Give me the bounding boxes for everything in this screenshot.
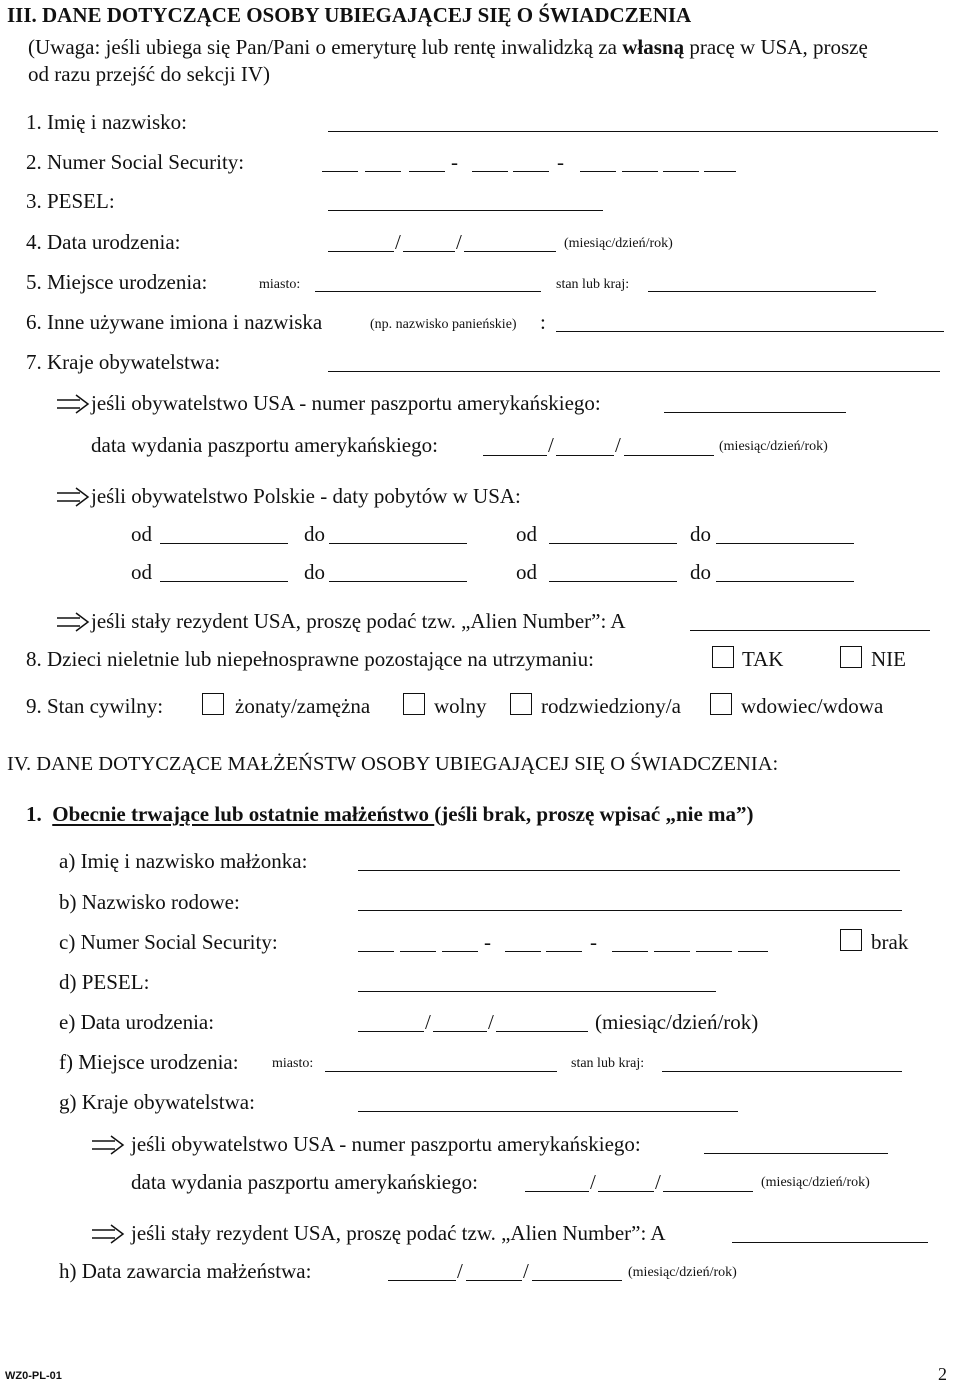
- spouse-citizenship-field[interactable]: [358, 1111, 738, 1112]
- double-arrow-icon: [56, 393, 90, 415]
- maiden-name-field[interactable]: [358, 910, 902, 911]
- widowed-label: wdowiec/wdowa: [741, 694, 884, 718]
- q9-label: 9. Stan cywilny:: [26, 694, 164, 718]
- q5-label: 5. Miejsce urodzenia:: [26, 270, 208, 294]
- double-arrow-icon: [91, 1223, 125, 1245]
- spouse-pesel-field[interactable]: [358, 991, 716, 992]
- state-label: stan lub kraj:: [571, 1056, 645, 1071]
- spouse-birth-state-field[interactable]: [662, 1071, 902, 1072]
- date-format-hint: (miesiąc/dzień/rok): [719, 439, 828, 454]
- section-3-note-line2: od razu przejść do sekcji IV): [28, 62, 270, 86]
- pesel-field[interactable]: [328, 210, 603, 211]
- q6-label: 6. Inne używane imiona i nazwiska: [26, 310, 323, 334]
- marriage-date-label: h) Data zawarcia małżeństwa:: [59, 1259, 312, 1283]
- usa-passport-label: jeśli obywatelstwo USA - numer paszportu amerykańskiego:: [91, 391, 601, 415]
- double-arrow-icon: [91, 1134, 125, 1156]
- married-label: żonaty/zamężna: [235, 694, 371, 718]
- q8-label: 8. Dzieci nieletnie lub niepełnosprawne pozostające na utrzymaniu:: [26, 647, 594, 671]
- double-arrow-icon: [56, 486, 90, 508]
- other-names-field[interactable]: [556, 331, 944, 332]
- spouse-birth-place-label: f) Miejsce urodzenia:: [59, 1050, 239, 1074]
- date-format-hint: (miesiąc/dzień/rok): [761, 1175, 870, 1190]
- name-field[interactable]: [328, 131, 938, 132]
- state-label: stan lub kraj:: [556, 277, 630, 292]
- single-checkbox[interactable]: [403, 693, 425, 715]
- spouse-name-field[interactable]: [358, 870, 900, 871]
- passport-date-label: data wydania paszportu amerykańskiego:: [91, 433, 438, 457]
- spouse-name-label: a) Imię i nazwisko małżonka:: [59, 849, 308, 873]
- section-3-note: (Uwaga: jeśli ubiega się Pan/Pani o emeryturę lub rentę inwalidzką za własną pracę w USA, proszę: [28, 35, 868, 59]
- no-ssn-checkbox[interactable]: [840, 929, 862, 951]
- spouse-usa-passport-label: jeśli obywatelstwo USA - numer paszportu amerykańskiego:: [131, 1132, 641, 1156]
- form-code: WZ0-PL-01: [5, 1370, 62, 1382]
- widowed-checkbox[interactable]: [710, 693, 732, 715]
- spouse-pesel-label: d) PESEL:: [59, 970, 150, 994]
- dependents-yes-checkbox[interactable]: [712, 646, 734, 668]
- citizenship-field[interactable]: [328, 371, 940, 372]
- spouse-birth-city-field[interactable]: [325, 1071, 557, 1072]
- q1-label: 1. Imię i nazwisko:: [26, 110, 187, 134]
- q3-label: 3. PESEL:: [26, 189, 115, 213]
- alien-number-label: jeśli stały rezydent USA, proszę podać tzw. „Alien Number”: A: [91, 609, 626, 633]
- maiden-name-label: b) Nazwisko rodowe:: [59, 890, 240, 914]
- pl-stays-label: jeśli obywatelstwo Polskie - daty pobytów w USA:: [91, 484, 521, 508]
- married-checkbox[interactable]: [202, 693, 224, 715]
- spouse-citizenship-label: g) Kraje obywatelstwa:: [59, 1090, 255, 1114]
- dependents-yes-label: TAK: [742, 647, 784, 671]
- spouse-passport-number-field[interactable]: [704, 1153, 888, 1154]
- spouse-passport-date-label: data wydania paszportu amerykańskiego:: [131, 1170, 478, 1194]
- alien-number-field[interactable]: [690, 630, 930, 631]
- q4-label: 4. Data urodzenia:: [26, 230, 181, 254]
- double-arrow-icon: [56, 611, 90, 633]
- q6-hint: (np. nazwisko panieńskie): [370, 317, 517, 332]
- section-3-title: III. DANE DOTYCZĄCE OSOBY UBIEGAJĄCEJ SIĘ O ŚWIADCZENIA: [7, 3, 692, 27]
- spouse-alien-number-label: jeśli stały rezydent USA, proszę podać tzw. „Alien Number”: A: [131, 1221, 666, 1245]
- q2-label: 2. Numer Social Security:: [26, 150, 245, 174]
- divorced-label: rodzwiedziony/a: [541, 694, 681, 718]
- spouse-ssn-label: c) Numer Social Security:: [59, 930, 278, 954]
- date-format-hint: (miesiąc/dzień/rok): [564, 236, 673, 251]
- city-label: miasto:: [259, 277, 301, 292]
- birth-city-field[interactable]: [315, 291, 541, 292]
- single-label: wolny: [434, 694, 487, 718]
- city-label: miasto:: [272, 1056, 314, 1071]
- spouse-birth-date-label: e) Data urodzenia:: [59, 1010, 215, 1034]
- marriage-heading: 1. Obecnie trwające lub ostatnie małżeństwo (jeśli brak, proszę wpisać „nie ma”): [26, 802, 754, 826]
- spouse-alien-number-field[interactable]: [732, 1242, 928, 1243]
- q7-label: 7. Kraje obywatelstwa:: [26, 350, 221, 374]
- divorced-checkbox[interactable]: [510, 693, 532, 715]
- dependents-no-label: NIE: [871, 647, 906, 671]
- passport-number-field[interactable]: [664, 412, 846, 413]
- section-4-title: IV. DANE DOTYCZĄCE MAŁŻEŃSTW OSOBY UBIEGAJĄCEJ SIĘ O ŚWIADCZENIA:: [7, 753, 779, 775]
- page-number: 2: [938, 1364, 947, 1384]
- date-format-hint: (miesiąc/dzień/rok): [628, 1265, 737, 1280]
- no-ssn-label: brak: [871, 930, 909, 954]
- birth-state-field[interactable]: [648, 291, 876, 292]
- date-format-hint: (miesiąc/dzień/rok): [595, 1010, 759, 1034]
- dependents-no-checkbox[interactable]: [840, 646, 862, 668]
